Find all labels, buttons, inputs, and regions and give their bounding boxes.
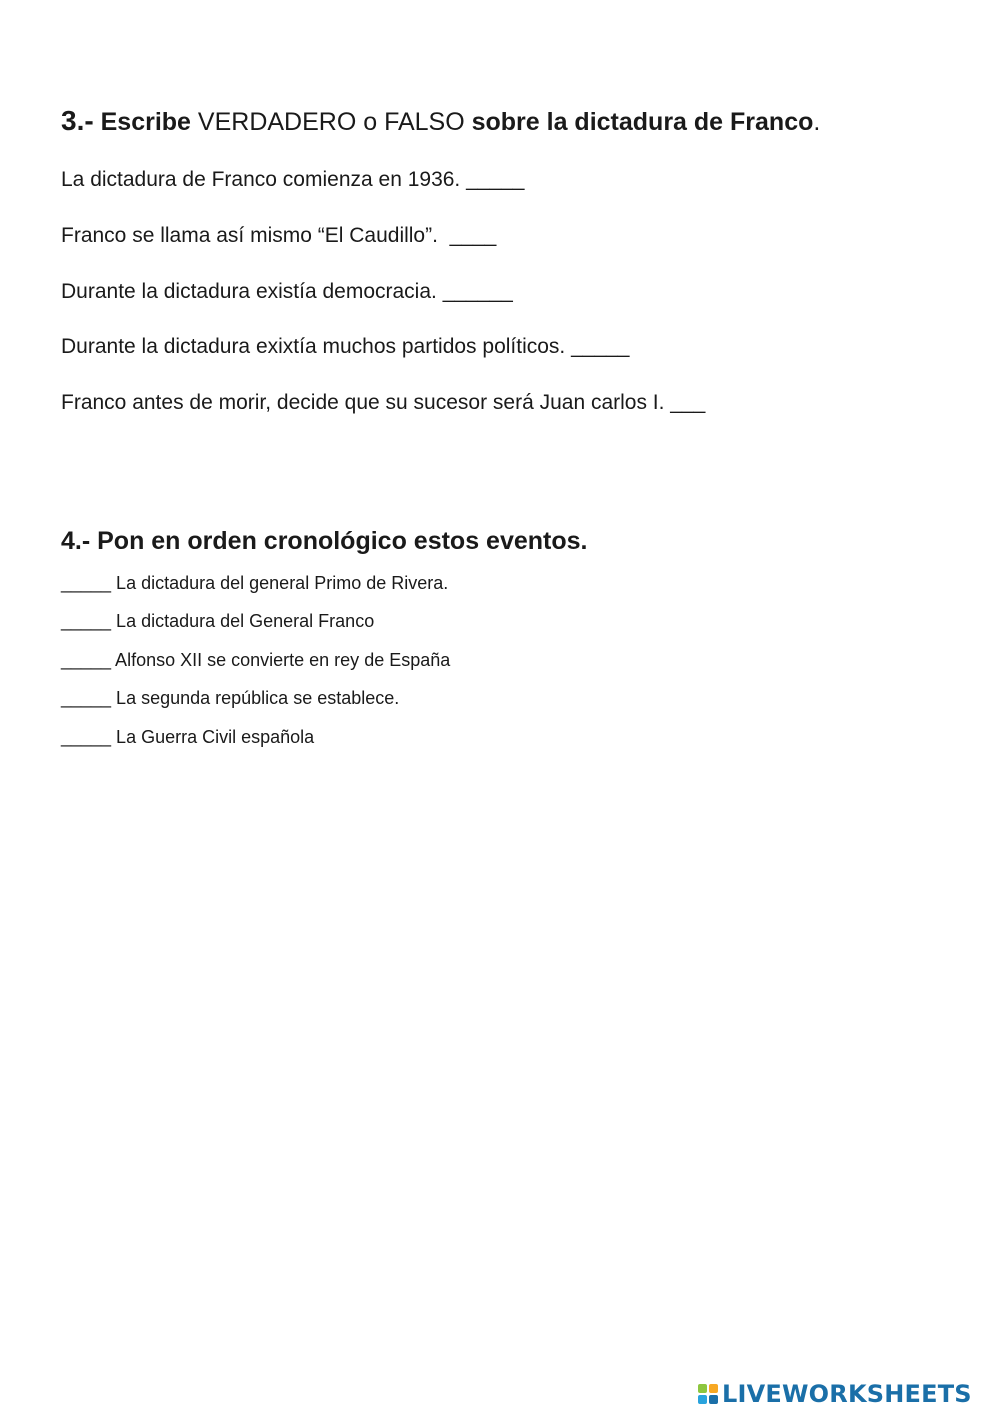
true-false-statement[interactable]: Franco antes de morir, decide que su sucesor será Juan carlos I. ___ [61, 391, 706, 414]
logo-square-e [709, 1395, 718, 1404]
chronology-event[interactable]: _____ La dictadura del general Primo de Rivera. [61, 573, 449, 593]
liveworksheets-logo-text: LIVEWORKSHEETS [722, 1380, 972, 1408]
chronology-event[interactable]: _____ La Guerra Civil española [61, 727, 315, 747]
true-false-statement[interactable]: La dictadura de Franco comienza en 1936. _____ [61, 168, 525, 191]
question-3-title-period: . [813, 108, 821, 136]
question-3-title-topic: sobre la dictadura de Franco [471, 108, 814, 136]
question-3-title-options: VERDADERO o FALSO [190, 108, 472, 136]
question-3-title [61, 104, 820, 139]
true-false-statement[interactable]: Durante la dictadura exixtía muchos partidos políticos. _____ [61, 335, 630, 358]
liveworksheets-logo-icon [698, 1384, 718, 1404]
chronology-event[interactable]: _____ Alfonso XII se convierte en rey de España [61, 650, 451, 670]
true-false-statement[interactable]: Franco se llama así mismo “El Caudillo”. ____ [61, 224, 497, 247]
chronology-event[interactable]: _____ La dictadura del General Franco [61, 611, 375, 631]
logo-square-v [698, 1395, 707, 1404]
logo-square-i [709, 1384, 718, 1393]
logo-square-l [698, 1384, 707, 1393]
question-4-title: 4.- Pon en orden cronológico estos eventos. [61, 527, 588, 555]
true-false-statement[interactable]: Durante la dictadura existía democracia. ______ [61, 280, 513, 303]
liveworksheets-logo [698, 1378, 972, 1410]
question-3-number: 3.- [61, 105, 94, 136]
question-3-title-verb: Escribe [93, 108, 191, 136]
chronology-event[interactable]: _____ La segunda república se establece. [61, 688, 400, 708]
